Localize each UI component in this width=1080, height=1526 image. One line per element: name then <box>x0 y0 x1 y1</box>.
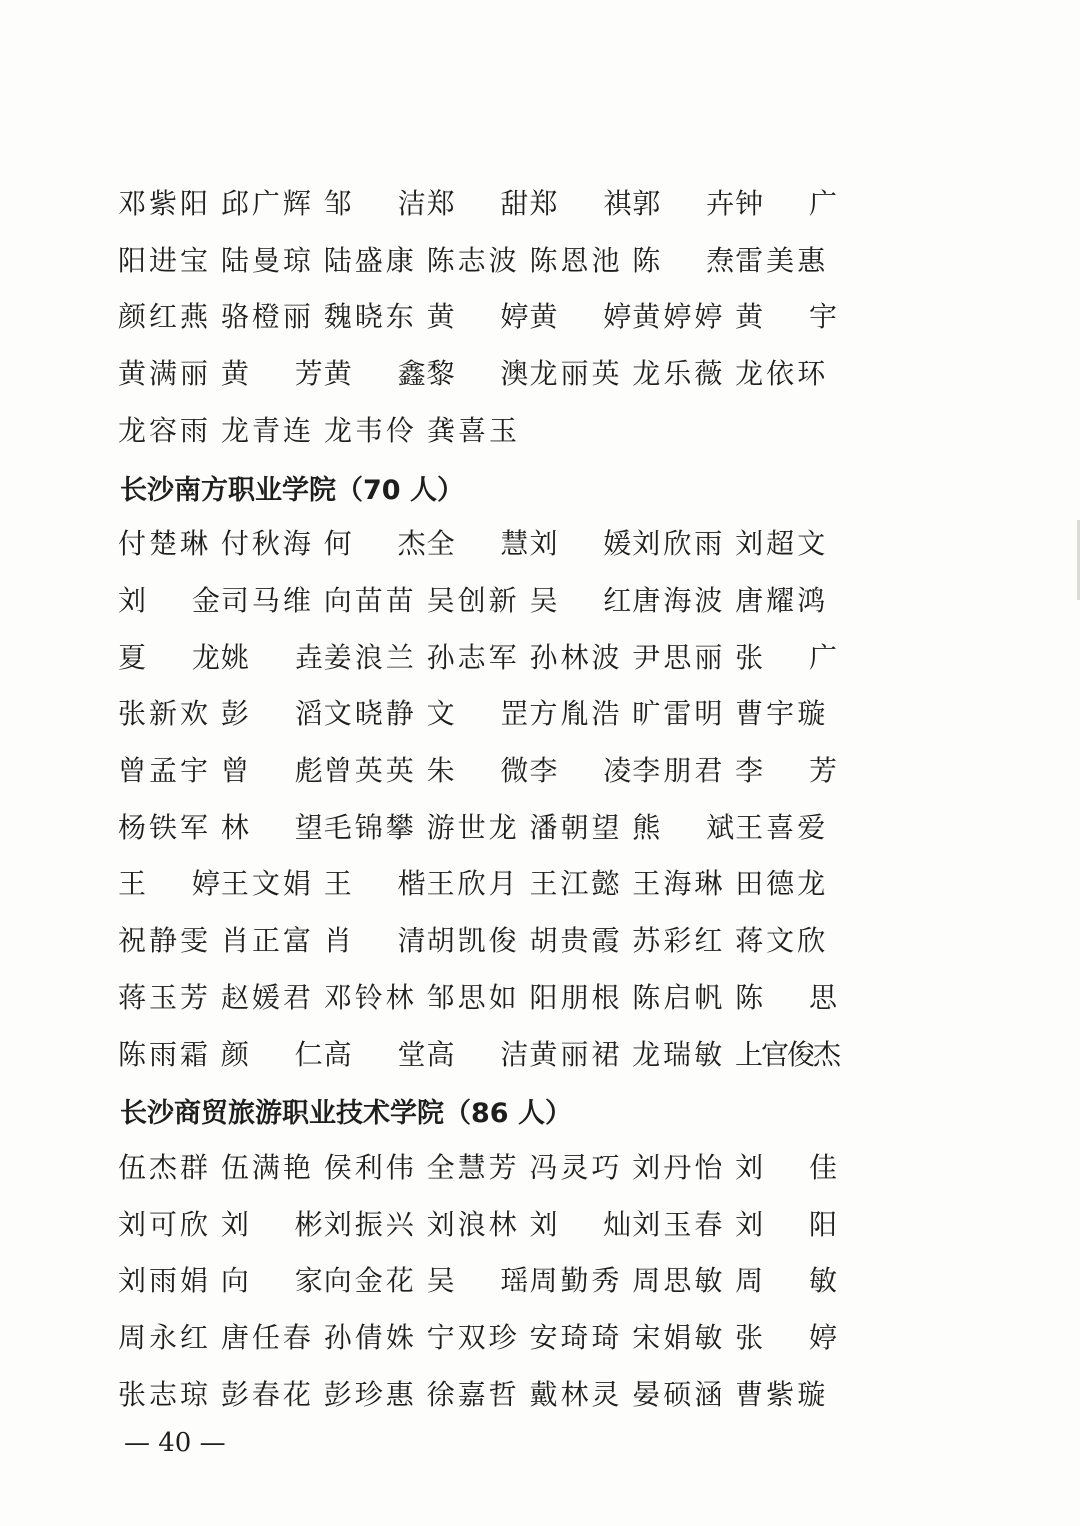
person-name: 刘 媛 <box>529 526 632 560</box>
name-row <box>118 175 838 232</box>
person-name: 向 苗 苗 <box>323 583 414 617</box>
person-name: 王 欣 月 <box>426 866 517 900</box>
person-name: 胡 贵 霞 <box>529 923 620 957</box>
person-name: 戴 林 灵 <box>529 1377 620 1411</box>
person-name: 陈 恩 池 <box>529 243 620 277</box>
person-name: 黄 婷 <box>426 299 529 333</box>
page-number: — 40 — <box>124 1428 226 1458</box>
person-name: 刘 彬 <box>220 1207 323 1241</box>
person-name: 肖 清 <box>323 923 426 957</box>
person-name: 文 罡 <box>426 696 529 730</box>
person-name: 刘 超 文 <box>735 526 826 560</box>
person-name: 陆 盛 康 <box>323 243 414 277</box>
person-name: 龙 容 雨 <box>118 413 209 447</box>
name-row <box>118 288 838 345</box>
person-name: 高 堂 <box>323 1037 426 1071</box>
person-name: 龙 青 连 <box>221 413 312 447</box>
person-name: 蒋 玉 芳 <box>118 980 209 1014</box>
person-name: 唐 耀 鸿 <box>735 583 826 617</box>
person-name: 杨 铁 军 <box>118 810 209 844</box>
name-row <box>118 685 838 742</box>
person-name: 曹 紫 璇 <box>735 1377 826 1411</box>
name-row <box>118 912 838 969</box>
person-name: 上 官 俊 杰 <box>734 1037 840 1071</box>
person-name: 刘 灿 <box>529 1207 632 1241</box>
person-name: 王 文 娟 <box>220 866 311 900</box>
person-name: 徐 嘉 哲 <box>426 1377 517 1411</box>
person-name: 冯 灵 巧 <box>529 1150 620 1184</box>
person-name: 熊 斌 <box>632 810 735 844</box>
person-name: 钟 广 <box>735 186 838 220</box>
person-name: 张 新 欢 <box>118 696 209 730</box>
person-name: 陈 志 波 <box>426 243 517 277</box>
person-name: 何 杰 <box>323 526 426 560</box>
person-name: 唐 任 春 <box>220 1320 311 1354</box>
person-name: 付 楚 琳 <box>118 526 209 560</box>
name-row <box>118 1139 838 1196</box>
person-name: 雷 美 惠 <box>735 243 826 277</box>
person-name: 潘 朝 望 <box>529 810 620 844</box>
person-name: 彭 滔 <box>220 696 323 730</box>
person-name: 邱 广 辉 <box>220 186 311 220</box>
person-name: 刘 欣 雨 <box>632 526 723 560</box>
person-name: 蒋 文 欣 <box>735 923 826 957</box>
person-name: 周 永 红 <box>118 1320 209 1354</box>
person-name: 张 婷 <box>735 1320 838 1354</box>
person-name: 赵 媛 君 <box>220 980 311 1014</box>
person-name: 朱 微 <box>426 753 529 787</box>
person-name: 李 朋 君 <box>632 753 723 787</box>
person-name: 黄 宇 <box>735 299 838 333</box>
name-row <box>118 402 838 459</box>
person-name: 陈 焘 <box>632 243 735 277</box>
person-name: 龙 韦 伶 <box>324 413 415 447</box>
name-row <box>118 572 838 629</box>
person-name: 郑 甜 <box>426 186 529 220</box>
person-name: 晏 硕 涵 <box>632 1377 723 1411</box>
person-name: 肖 正 富 <box>220 923 311 957</box>
name-row <box>118 515 838 572</box>
section-heading: 长沙南方职业学院（70 人） <box>120 475 464 506</box>
person-name: 王 海 琳 <box>632 866 723 900</box>
person-name: 黎 澳 <box>426 356 529 390</box>
name-row <box>118 1366 838 1423</box>
person-name: 张 志 琼 <box>118 1377 209 1411</box>
person-name: 陈 思 <box>735 980 838 1014</box>
person-name: 刘 振 兴 <box>323 1207 414 1241</box>
person-name: 龚 喜 玉 <box>427 413 518 447</box>
person-name: 吴 红 <box>529 583 632 617</box>
person-name: 游 世 龙 <box>426 810 517 844</box>
person-name: 付 秋 海 <box>220 526 311 560</box>
person-name: 唐 海 波 <box>632 583 723 617</box>
person-name: 姚 垚 <box>220 640 323 674</box>
person-name: 方 胤 浩 <box>529 696 620 730</box>
person-name: 祝 静 雯 <box>118 923 209 957</box>
person-name: 田 德 龙 <box>735 866 826 900</box>
name-row <box>118 629 838 686</box>
person-name: 刘 浪 林 <box>426 1207 517 1241</box>
person-name: 王 楷 <box>323 866 426 900</box>
name-row <box>118 1252 838 1309</box>
person-name: 曾 英 英 <box>323 753 414 787</box>
name-row <box>118 969 838 1026</box>
person-name: 全 慧 <box>426 526 529 560</box>
person-name: 胡 凯 俊 <box>426 923 517 957</box>
person-name: 王 婷 <box>118 866 220 900</box>
name-row <box>118 799 838 856</box>
person-name: 黄 丽 裙 <box>529 1037 620 1071</box>
section-heading: 长沙商贸旅游职业技术学院（86 人） <box>120 1098 572 1129</box>
person-name: 刘 雨 娟 <box>118 1263 209 1297</box>
person-name: 孙 志 军 <box>426 640 517 674</box>
person-name: 尹 思 丽 <box>632 640 723 674</box>
person-name: 魏 晓 东 <box>323 299 414 333</box>
name-row <box>118 232 838 289</box>
person-name: 曾 孟 宇 <box>118 753 209 787</box>
person-name: 邓 铃 林 <box>323 980 414 1014</box>
person-name: 姜 浪 兰 <box>323 640 414 674</box>
person-name: 颜 仁 <box>220 1037 323 1071</box>
person-name: 宁 双 珍 <box>426 1320 517 1354</box>
person-name: 陈 启 帆 <box>632 980 723 1014</box>
person-name: 阳 朋 根 <box>529 980 620 1014</box>
name-row <box>118 1026 838 1083</box>
name-row <box>118 855 838 912</box>
person-name: 曾 彪 <box>220 753 323 787</box>
person-name: 阳 进 宝 <box>118 243 209 277</box>
person-name: 吴 创 新 <box>426 583 517 617</box>
person-name: 王 江 懿 <box>529 866 620 900</box>
person-name: 黄 婷 婷 <box>632 299 723 333</box>
person-name: 毛 锦 攀 <box>323 810 414 844</box>
person-name: 周 勤 秀 <box>529 1263 620 1297</box>
person-name: 王 喜 爱 <box>735 810 826 844</box>
person-name: 邹 洁 <box>323 186 426 220</box>
person-name: 彭 春 花 <box>220 1377 311 1411</box>
person-name: 李 凌 <box>529 753 632 787</box>
person-name: 邓 紫 阳 <box>118 186 209 220</box>
person-name: 刘 可 欣 <box>118 1207 209 1241</box>
person-name: 黄 鑫 <box>323 356 426 390</box>
person-name: 陈 雨 霜 <box>118 1037 209 1071</box>
person-name: 黄 婷 <box>529 299 632 333</box>
person-name: 龙 乐 薇 <box>632 356 723 390</box>
person-name: 向 金 花 <box>323 1263 414 1297</box>
person-name: 颜 红 燕 <box>118 299 209 333</box>
name-row <box>118 742 838 799</box>
person-name: 伍 杰 群 <box>118 1150 209 1184</box>
person-name: 周 敏 <box>735 1263 838 1297</box>
person-name: 高 洁 <box>426 1037 529 1071</box>
person-name: 郑 祺 <box>529 186 632 220</box>
person-name: 刘 玉 春 <box>632 1207 723 1241</box>
person-name: 孙 倩 姝 <box>323 1320 414 1354</box>
person-name: 刘 丹 怡 <box>632 1150 723 1184</box>
person-name: 夏 龙 <box>118 640 220 674</box>
person-name: 全 慧 芳 <box>426 1150 517 1184</box>
person-name: 安 琦 琦 <box>529 1320 620 1354</box>
person-name: 侯 利 伟 <box>323 1150 414 1184</box>
person-name: 文 晓 静 <box>323 696 414 730</box>
person-name: 李 芳 <box>735 753 838 787</box>
name-row <box>118 345 838 402</box>
person-name: 刘 佳 <box>735 1150 838 1184</box>
person-name: 龙 瑞 敏 <box>632 1037 723 1071</box>
person-name: 林 望 <box>220 810 323 844</box>
person-name: 周 思 敏 <box>632 1263 723 1297</box>
person-name: 曹 宇 璇 <box>735 696 826 730</box>
person-name: 司 马 维 <box>220 583 311 617</box>
person-name: 郭 卉 <box>632 186 735 220</box>
person-name: 黄 芳 <box>220 356 323 390</box>
person-name: 伍 满 艳 <box>220 1150 311 1184</box>
person-name: 吴 瑶 <box>426 1263 529 1297</box>
name-row <box>118 1196 838 1253</box>
person-name: 向 家 <box>220 1263 323 1297</box>
person-name: 刘 阳 <box>735 1207 838 1241</box>
person-name: 龙 丽 英 <box>529 356 620 390</box>
person-name: 苏 彩 红 <box>632 923 723 957</box>
person-name: 邹 思 如 <box>426 980 517 1014</box>
person-name: 旷 雷 明 <box>632 696 723 730</box>
person-name: 刘 金 <box>118 583 220 617</box>
person-name: 陆 曼 琼 <box>220 243 311 277</box>
person-name: 黄 满 丽 <box>118 356 209 390</box>
person-name: 宋 娟 敏 <box>632 1320 723 1354</box>
person-name: 彭 珍 惠 <box>323 1377 414 1411</box>
person-name: 龙 依 环 <box>735 356 826 390</box>
name-row <box>118 1309 838 1366</box>
person-name: 孙 林 波 <box>529 640 620 674</box>
person-name: 骆 橙 丽 <box>220 299 311 333</box>
person-name: 张 广 <box>735 640 838 674</box>
